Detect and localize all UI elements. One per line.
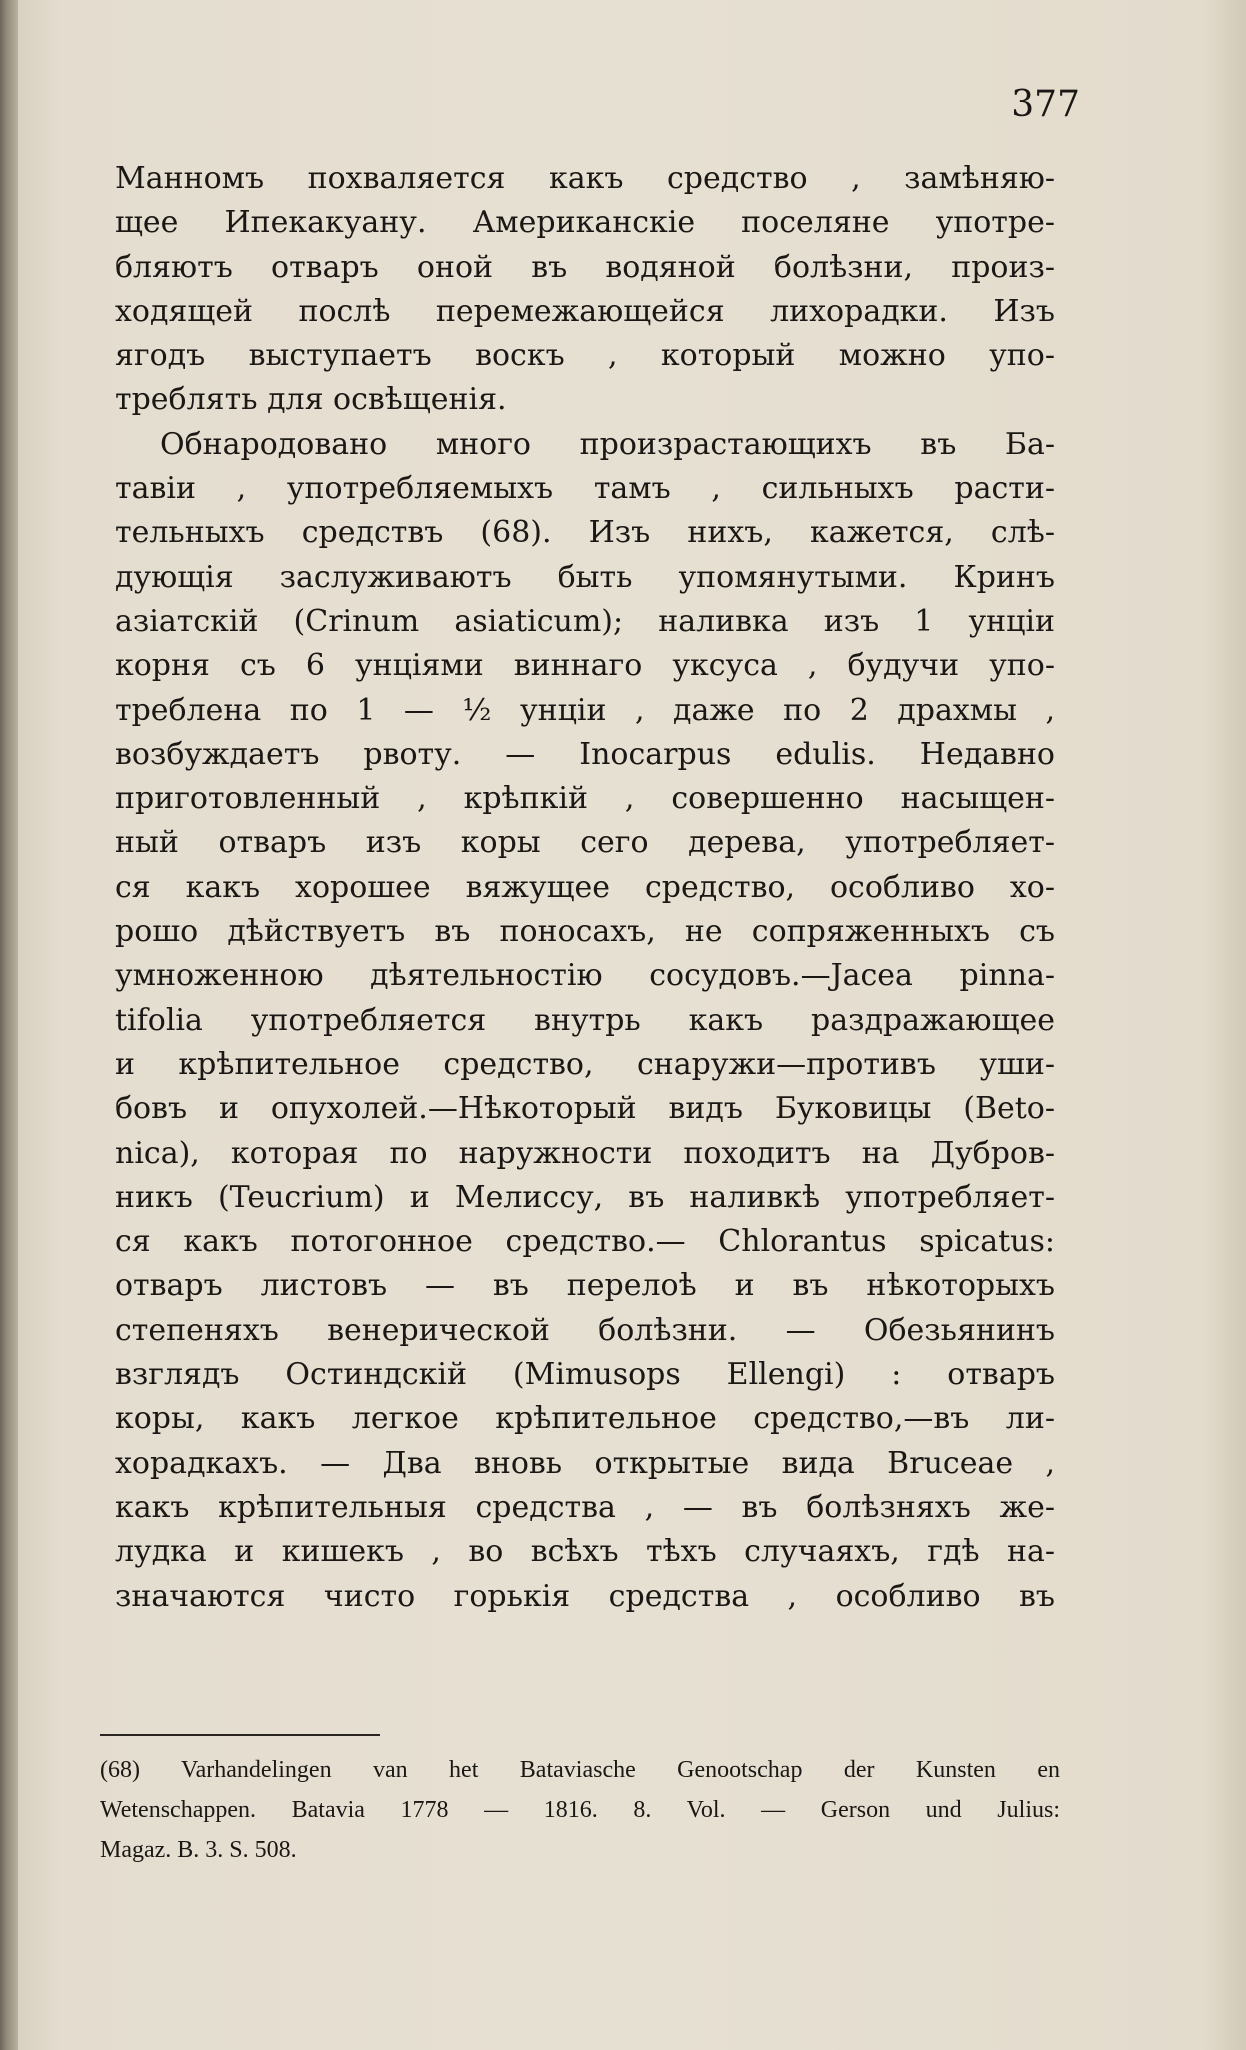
footnote-line: (68) Varhandelingen van het Bataviasche Genootschap der Kunsten en	[100, 1757, 1060, 1783]
text-line: дующія заслуживаютъ быть упомянутыми. Кринъ	[115, 559, 1055, 595]
text-line: взглядъ Остиндскій (Mimusops Ellengi) : отваръ	[115, 1357, 1055, 1393]
text-line: tifolia употребляется внутрь какъ раздражающее	[115, 1002, 1055, 1038]
text-line: треблена по 1 — ½ унціи , даже по 2 драхмы ,	[115, 692, 1055, 728]
text-line: приготовленный , крѣпкій , совершенно насыщен-	[115, 781, 1055, 817]
text-line: лудка и кишекъ , во всѣхъ тѣхъ случаяхъ, гдѣ на-	[115, 1534, 1055, 1570]
text-line: рошо дѣйствуетъ въ поносахъ, не сопряженныхъ съ	[115, 914, 1055, 950]
text-line: nica), которая по наружности походитъ на Дубров-	[115, 1135, 1055, 1171]
main-text	[115, 157, 1055, 1619]
text-line: коры, какъ легкое крѣпительное средство,—въ ли-	[115, 1401, 1055, 1437]
text-line: ся какъ потогонное средство.— Chlorantus spicatus:	[115, 1224, 1055, 1260]
text-line: степеняхъ венерической болѣзни. — Обезьянинъ	[115, 1312, 1055, 1348]
text-line: ный отваръ изъ коры сего дерева, употребляет-	[115, 825, 1055, 861]
text-line: никъ (Teucrium) и Мелиссу, въ наливкѣ употребляет-	[115, 1179, 1055, 1215]
text-line: ягодъ выступаетъ воскъ , который можно упо-	[115, 338, 1055, 374]
footnote-line: Wetenschappen. Batavia 1778 — 1816. 8. Vol. — Gerson und Julius:	[100, 1797, 1060, 1823]
text-line: отваръ листовъ — въ перелоѣ и въ нѣкоторыхъ	[115, 1268, 1055, 1304]
footnote-separator	[100, 1734, 380, 1736]
text-line: умноженною дѣятельностію сосудовъ.—Jacea pinna-	[115, 958, 1055, 994]
page-number: 377	[1011, 84, 1080, 125]
text-line: значаются чисто горькія средства , особливо въ	[115, 1578, 1055, 1614]
footnote-line: Magaz. B. 3. S. 508.	[100, 1837, 297, 1863]
footnote	[100, 1750, 1060, 1870]
text-line: тавіи , употребляемыхъ тамъ , сильныхъ расти-	[115, 471, 1055, 507]
text-line: корня съ 6 унціями виннаго уксуса , будучи упо-	[115, 648, 1055, 684]
text-line: какъ крѣпительныя средства , — въ болѣзняхъ же-	[115, 1489, 1055, 1525]
text-line: Обнародовано много произрастающихъ въ Ба-	[160, 426, 1055, 462]
page-spine-shadow	[0, 0, 18, 2050]
text-line: ся какъ хорошее вяжущее средство, особливо хо-	[115, 869, 1055, 905]
text-line: треблять для освѣщенія.	[115, 382, 507, 418]
text-line: возбуждаетъ рвоту. — Inocarpus edulis. Недавно	[115, 736, 1055, 772]
text-line: тельныхъ средствъ (68). Изъ нихъ, кажется, слѣ-	[115, 515, 1055, 551]
text-line: ходящей послѣ перемежающейся лихорадки. Изъ	[115, 293, 1055, 329]
text-line: хорадкахъ. — Два вновь открытые вида Bruceae ,	[115, 1445, 1055, 1481]
text-line: щее Ипекакуану. Американскіе поселяне употре-	[115, 205, 1055, 241]
text-line: Манномъ похваляется какъ средство , замѣняю-	[115, 161, 1055, 196]
text-line: бляютъ отваръ оной въ водяной болѣзни, произ-	[115, 249, 1055, 285]
text-line: азіатскій (Crinum asiaticum); наливка изъ 1 унціи	[115, 603, 1055, 639]
text-line: бовъ и опухолей.—Нѣкоторый видъ Буковицы (Beto-	[115, 1091, 1055, 1127]
text-line: и крѣпительное средство, снаружи—противъ уши-	[115, 1046, 1055, 1082]
